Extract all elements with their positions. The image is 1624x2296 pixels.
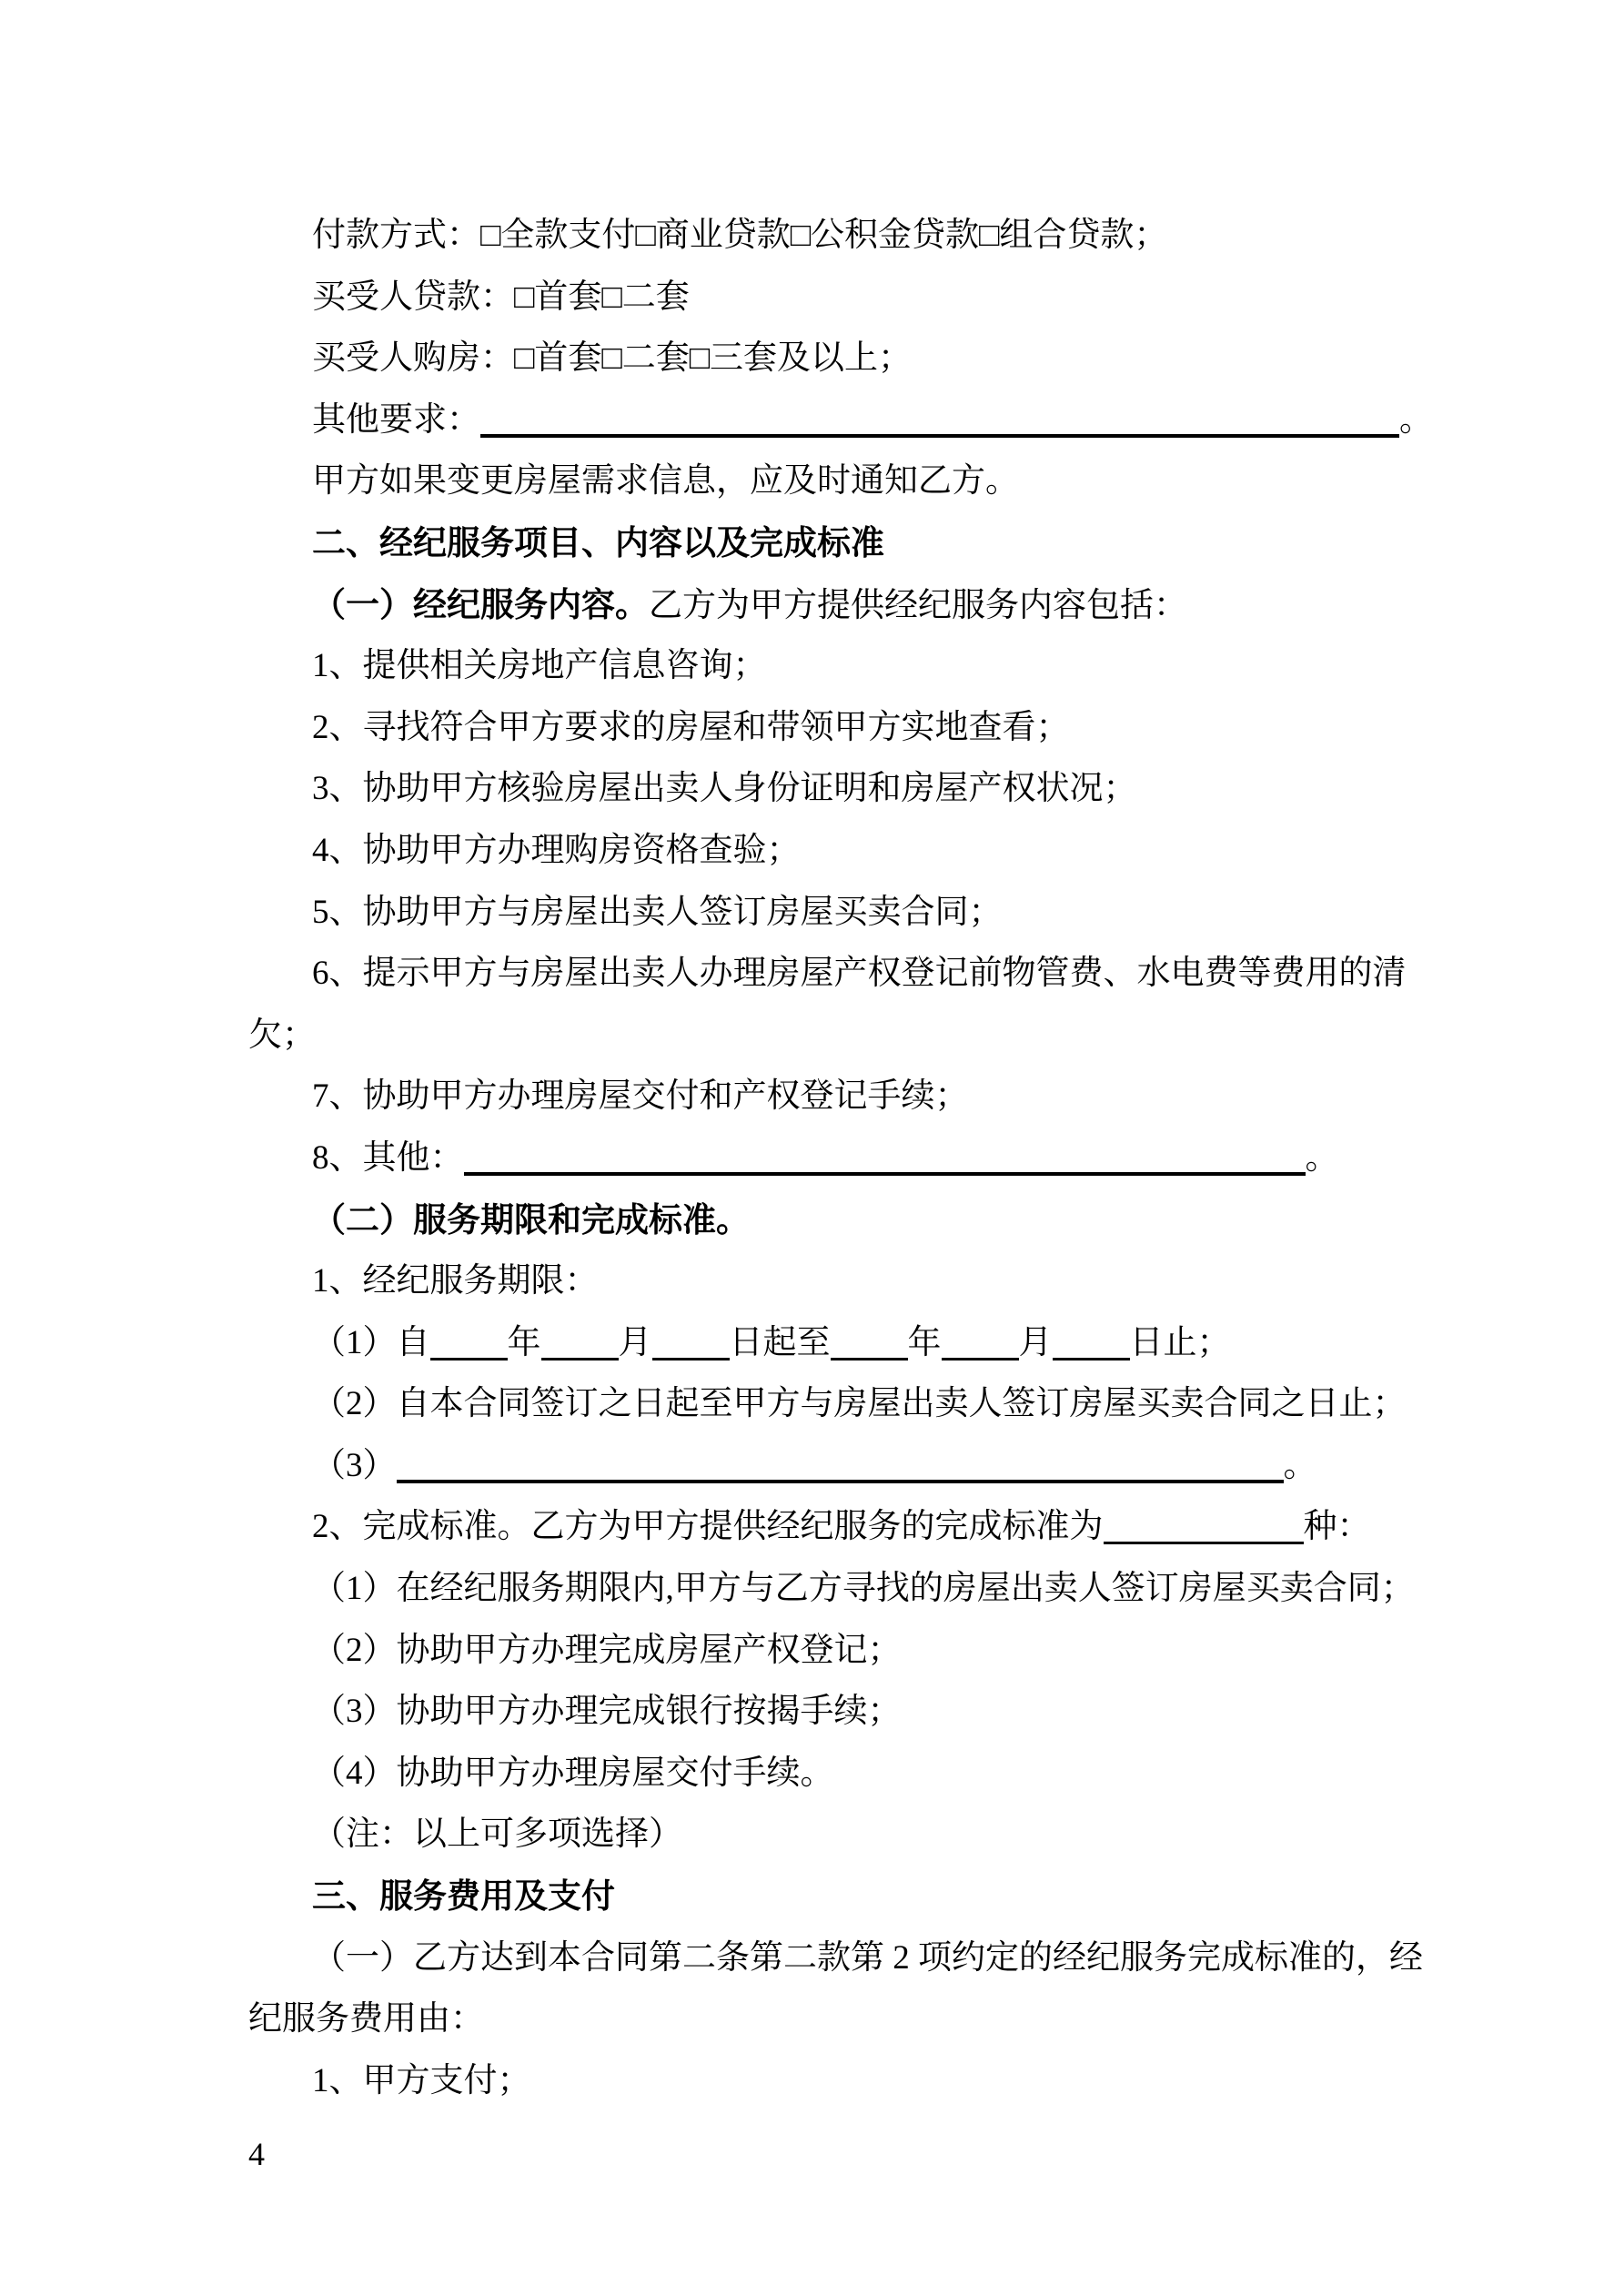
blank-service-other <box>464 1170 1306 1176</box>
blank-end-year <box>831 1356 908 1360</box>
buyer-purchase-line <box>248 328 1433 389</box>
term-option-3 <box>248 1435 1433 1497</box>
text-run: （3）协助甲方办理完成银行按揭手续； <box>312 1693 902 1731</box>
text-run: 4、协助甲方办理购房资格查验； <box>312 831 801 869</box>
other-requirements-line <box>248 389 1433 451</box>
blank-start-year <box>430 1356 508 1360</box>
text-run: 1、提供相关房地产信息咨询； <box>312 647 767 685</box>
blank-start-month <box>541 1356 619 1360</box>
standard-option-2 <box>248 1620 1433 1682</box>
text-run: 其他要求： <box>312 400 480 439</box>
service-item-5 <box>248 882 1433 944</box>
completion-standard-line <box>248 1496 1433 1558</box>
fee-clause-line <box>248 1927 1433 1989</box>
text-run: （1）在经纪服务期限内,甲方与乙方寻找的房屋出卖人签订房屋买卖合同； <box>312 1570 1415 1608</box>
blank-start-day <box>652 1356 730 1360</box>
text-run: 1、经纪服务期限： <box>312 1262 599 1300</box>
blank-end-day <box>1053 1356 1130 1360</box>
text-run: 三、服务费用及支付 <box>312 1877 615 1916</box>
text-run: （3） <box>312 1446 397 1484</box>
text-run: 2、寻找符合甲方要求的房屋和带领甲方实地查看； <box>312 708 1070 746</box>
section-3-heading <box>248 1866 1433 1927</box>
text-run: 日止； <box>1129 1323 1231 1361</box>
payer-option-1 <box>248 2050 1433 2112</box>
text-run: 1、甲方支付； <box>312 2061 531 2099</box>
text-run: 。 <box>1399 400 1433 439</box>
service-term-label <box>248 1250 1433 1312</box>
text-run: 6、提示甲方与房屋出卖人办理房屋产权登记前物管费、水电费等费用的清 <box>312 955 1407 993</box>
term-option-2 <box>248 1373 1433 1435</box>
text-run: 欠； <box>248 1016 316 1054</box>
blank-end-month <box>942 1356 1019 1360</box>
section-2-heading <box>248 512 1433 574</box>
text-run: 月 <box>1018 1323 1053 1361</box>
service-item-8 <box>248 1128 1433 1189</box>
service-item-6 <box>248 943 1433 1005</box>
text-run: 种： <box>1303 1508 1371 1546</box>
text-run: （二）服务期限和完成标准。 <box>312 1200 750 1239</box>
service-item-1 <box>248 635 1433 697</box>
text-run: 。 <box>1305 1138 1339 1177</box>
term-option-1 <box>248 1312 1433 1374</box>
text-run: （2）自本合同签订之日起至甲方与房屋出卖人签订房屋买卖合同之日止； <box>312 1385 1407 1423</box>
text-run: 纪服务费用由： <box>248 2000 484 2038</box>
text-run: 年 <box>507 1323 541 1361</box>
text-run: （1）自 <box>312 1323 430 1361</box>
text-run: 3、协助甲方核验房屋出卖人身份证明和房屋产权状况； <box>312 770 1137 808</box>
text-run: 日起至 <box>729 1323 831 1361</box>
text-run: 付款方式：□全款支付□商业贷款□公积金贷款□组合贷款； <box>312 217 1168 254</box>
payment-method-line <box>248 205 1433 267</box>
service-item-2 <box>248 697 1433 759</box>
text-run: （一）经纪服务内容。 <box>312 585 649 623</box>
blank-other-requirements <box>480 432 1399 438</box>
blank-term-other <box>397 1478 1284 1483</box>
service-item-6-continuation <box>248 1005 1433 1067</box>
standard-option-4 <box>248 1743 1433 1805</box>
text-run: （2）协助甲方办理完成房屋产权登记； <box>312 1631 902 1669</box>
change-notice-line <box>248 450 1433 512</box>
subsection-2-2-heading <box>248 1189 1433 1251</box>
contract-body <box>248 205 1433 2111</box>
service-item-4 <box>248 820 1433 882</box>
subsection-2-1-heading <box>248 574 1433 636</box>
text-run: 月 <box>618 1323 652 1361</box>
service-item-7 <box>248 1066 1433 1128</box>
blank-standard-count <box>1104 1540 1304 1544</box>
fee-clause-continuation <box>248 1988 1433 2050</box>
text-run: 二、经纪服务项目、内容以及完成标准 <box>312 523 884 561</box>
text-run: 。 <box>1283 1446 1317 1484</box>
text-run: （4）协助甲方办理房屋交付手续。 <box>312 1754 834 1792</box>
text-run: 7、协助甲方办理房屋交付和产权登记手续； <box>312 1077 969 1116</box>
standard-option-3 <box>248 1681 1433 1743</box>
text-run: 2、完成标准。乙方为甲方提供经纪服务的完成标准为 <box>312 1508 1104 1546</box>
page-number: 4 <box>248 2136 265 2172</box>
text-run: 年 <box>907 1323 942 1361</box>
multi-select-note <box>248 1804 1433 1866</box>
text-run: （一）乙方达到本合同第二条第二款第 2 项约定的经纪服务完成标准的，经 <box>312 1938 1423 1977</box>
text-run: （注：以上可多项选择） <box>312 1816 682 1854</box>
text-run: 甲方如果变更房屋需求信息，应及时通知乙方。 <box>312 462 1019 501</box>
text-run: 买受人贷款：□首套□二套 <box>312 278 690 316</box>
text-run: 5、协助甲方与房屋出卖人签订房屋买卖合同； <box>312 893 1003 931</box>
standard-option-1 <box>248 1558 1433 1620</box>
buyer-loan-line <box>248 267 1433 329</box>
service-item-3 <box>248 758 1433 820</box>
text-run: 乙方为甲方提供经纪服务内容包括： <box>649 586 1187 624</box>
text-run: 8、其他： <box>312 1138 464 1177</box>
text-run: 买受人购房：□首套□二套□三套及以上； <box>312 339 913 378</box>
